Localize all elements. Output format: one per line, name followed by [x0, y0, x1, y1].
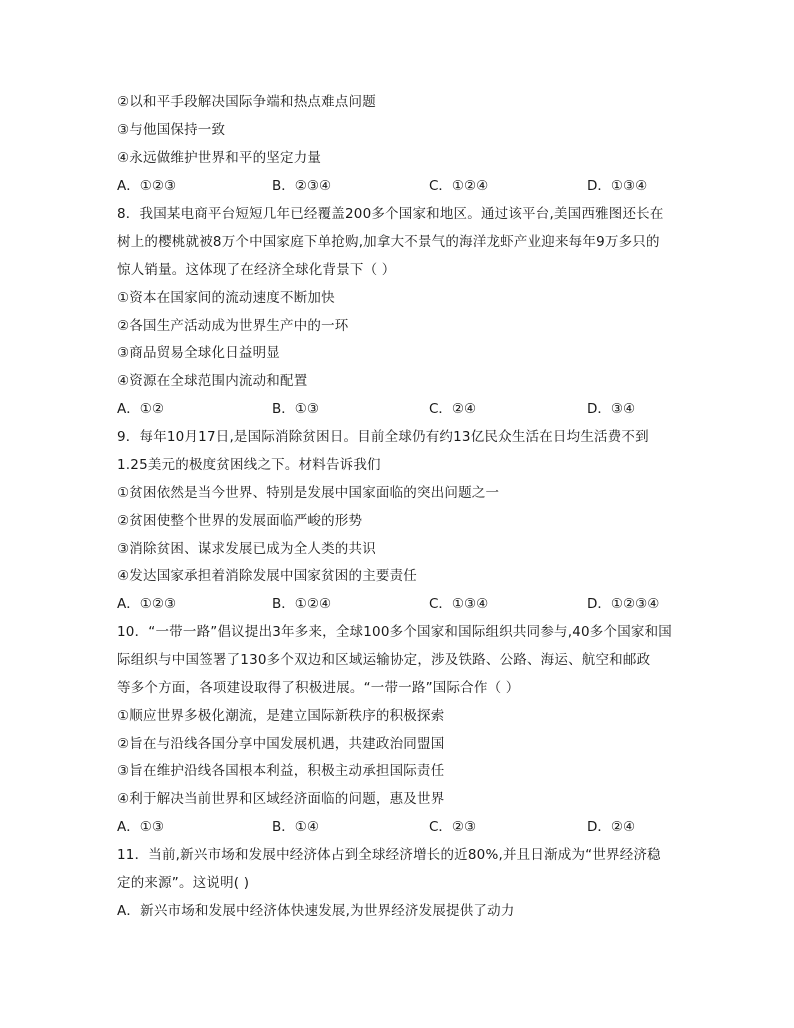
q8-statement-4: ④资源在全球范围内流动和配置	[117, 373, 308, 389]
q9-option-a: A．①②③	[117, 596, 177, 612]
q9-statement-2: ②贫困使整个世界的发展面临严峻的形势	[117, 513, 363, 529]
q9-option-c: C．①③④	[429, 596, 489, 612]
q10-statement-1: ①顺应世界多极化潮流，是建立国际新秩序的积极探索	[117, 708, 445, 724]
q11-option-a: A．新兴市场和发展中经济体快速发展,为世界经济发展提供了动力	[117, 903, 515, 919]
q7-option-c: C．①②④	[429, 178, 489, 194]
q7-statement-3: ③与他国保持一致	[117, 122, 226, 138]
q8-stem-line-3: 惊人销量。这体现了在经济全球化背景下（ ）	[117, 262, 396, 278]
q10-options	[117, 817, 677, 837]
q9-statement-1: ①贫困依然是当今世界、特别是发展中国家面临的突出问题之一	[117, 485, 500, 501]
q10-option-a: A．①③	[117, 819, 164, 835]
q10-stem-line-3: 等多个方面，各项建设取得了积极进展。“一带一路”国际合作（ ）	[117, 680, 520, 696]
q7-statement-2: ②以和平手段解决国际争端和热点难点问题	[117, 94, 376, 110]
q8-option-a: A．①②	[117, 401, 164, 417]
q9-stem-line-2: 1.25美元的极度贫困线之下。材料告诉我们	[117, 457, 381, 473]
q10-option-c: C．②③	[429, 819, 477, 835]
q9-statement-3: ③消除贫困、谋求发展已成为全人类的共识	[117, 541, 376, 557]
q8-stem-line-1: 8．我国某电商平台短短几年已经覆盖200多个国家和地区。通过该平台,美国西雅图还长在	[117, 206, 664, 222]
q8-stem-line-2: 树上的樱桃就被8万个中国家庭下单抢购,加拿大不景气的海洋龙虾产业迎来每年9万多只的	[117, 234, 660, 250]
q8-options	[117, 399, 677, 419]
q8-statement-3: ③商品贸易全球化日益明显	[117, 345, 281, 361]
q8-statement-1: ①资本在国家间的流动速度不断加快	[117, 290, 335, 306]
q7-option-b: B．②③④	[272, 178, 332, 194]
q9-stem-line-1: 9．每年10月17日,是国际消除贫困日。目前全球仍有约13亿民众生活在日均生活费不到	[117, 429, 649, 445]
q11-stem-line-1: 11．当前,新兴市场和发展中经济体占到全球经济增长的近80%,并且日渐成为“世界经济稳	[117, 847, 661, 863]
q10-option-b: B．①④	[272, 819, 319, 835]
q8-option-d: D．③④	[587, 401, 636, 417]
q10-statement-4: ④利于解决当前世界和区域经济面临的问题，惠及世界	[117, 791, 445, 807]
q7-statement-4: ④永远做维护世界和平的坚定力量	[117, 150, 322, 166]
q10-stem-line-1: 10．“一带一路”倡议提出3年多来，全球100多个国家和国际组织共同参与,40多个国家和国	[117, 624, 672, 640]
q7-option-a: A．①②③	[117, 178, 177, 194]
q9-option-d: D．①②③④	[587, 596, 660, 612]
q11-stem-line-2: 定的来源”。这说明( )	[117, 875, 250, 891]
q10-stem-line-2: 际组织与中国签署了130多个双边和区域运输协定，涉及铁路、公路、海运、航空和邮政	[117, 652, 651, 668]
q10-option-d: D．②④	[587, 819, 636, 835]
q9-option-b: B．①②④	[272, 596, 332, 612]
q10-statement-2: ②旨在与沿线各国分享中国发展机遇，共建政治同盟国	[117, 736, 445, 752]
q9-statement-4: ④发达国家承担着消除发展中国家贫困的主要责任	[117, 568, 418, 584]
q7-options	[117, 176, 677, 196]
q10-statement-3: ③旨在维护沿线各国根本利益，积极主动承担国际责任	[117, 763, 445, 779]
q8-statement-2: ②各国生产活动成为世界生产中的一环	[117, 318, 349, 334]
q8-option-b: B．①③	[272, 401, 319, 417]
q7-option-d: D．①③④	[587, 178, 648, 194]
q8-option-c: C．②④	[429, 401, 477, 417]
q9-options	[117, 594, 677, 614]
